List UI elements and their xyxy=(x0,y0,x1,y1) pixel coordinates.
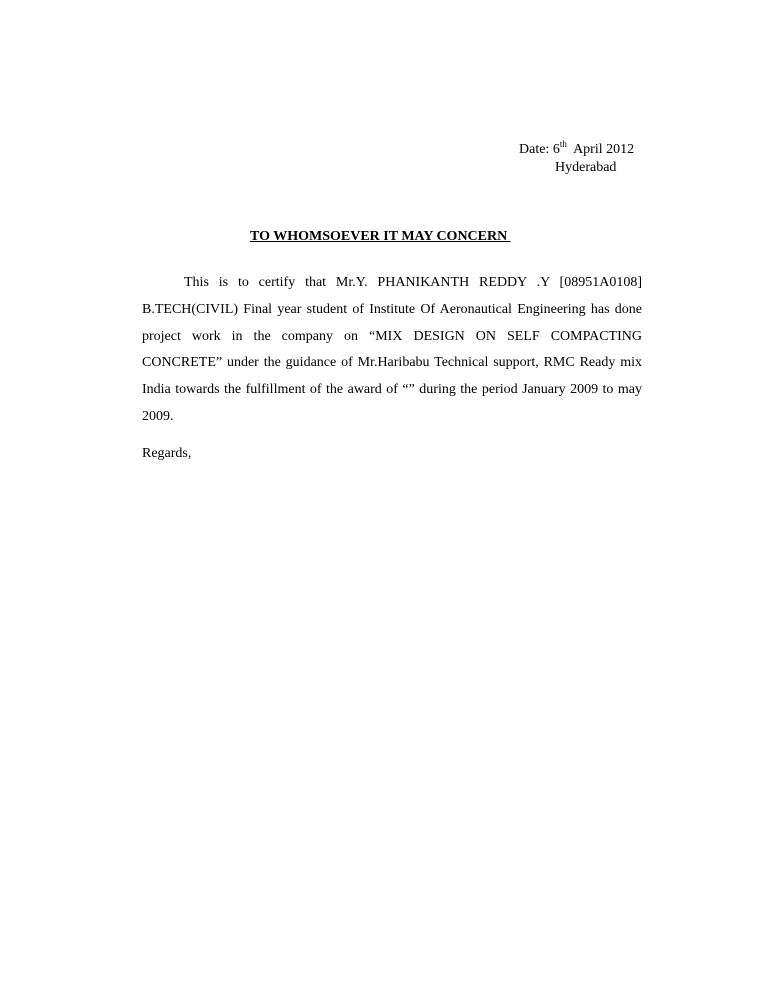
date-prefix: Date: 6 xyxy=(519,142,560,157)
letter-city: Hyderabad xyxy=(555,160,617,175)
letter-date xyxy=(519,141,634,159)
letter-body: This is to certify that Mr.Y. PHANIKANTH REDDY .Y [08951A0108] B.TECH(CIVIL) Final year student of Institute Of Aeronautical Engineering has done project work in the company on “MIX DESIGN ON SELF COMPACTING CONCRETE” under the guidance of Mr.Haribabu Technical support, RMC Ready mix India towards the fulfillment of the award of “” during the period January 2009 to may 2009. xyxy=(142,275,642,424)
date-superscript: th xyxy=(559,139,567,149)
letter-closing: Regards, xyxy=(142,446,192,461)
date-suffix: April 2012 xyxy=(566,142,635,157)
letter-heading: TO WHOMSOEVER IT MAY CONCERN xyxy=(250,229,511,244)
